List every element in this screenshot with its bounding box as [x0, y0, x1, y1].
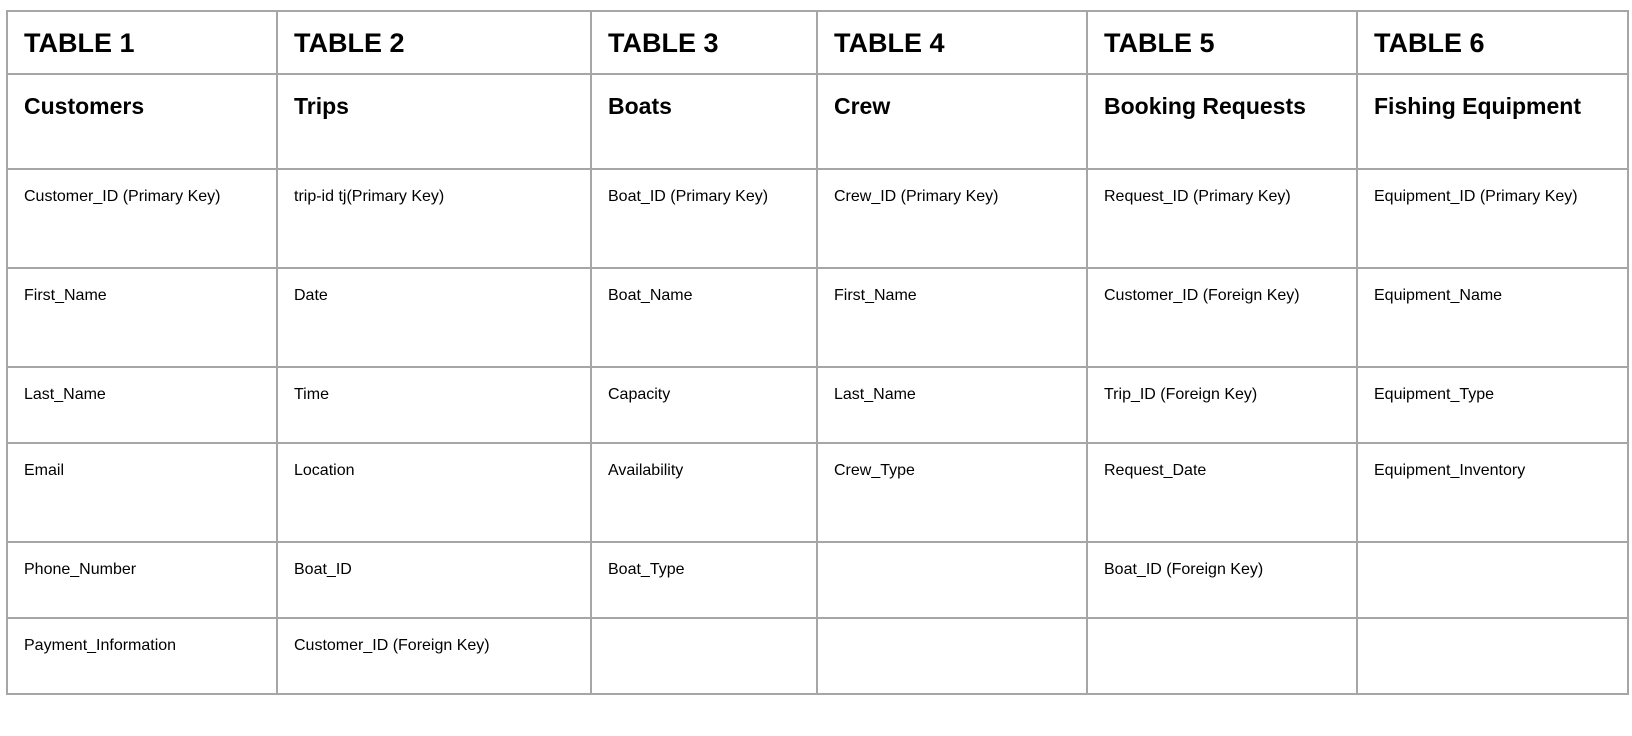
field-cell: Email: [7, 443, 277, 542]
field-cell: Location: [277, 443, 591, 542]
field-cell: [1357, 618, 1628, 694]
field-row: [7, 268, 1628, 367]
field-cell: Request_ID (Primary Key): [1087, 169, 1357, 268]
table-name-cell: Boats: [591, 74, 817, 169]
field-cell: First_Name: [7, 268, 277, 367]
field-cell: Capacity: [591, 367, 817, 443]
table-name-row: [7, 74, 1628, 169]
field-cell: Request_Date: [1087, 443, 1357, 542]
field-cell: Last_Name: [7, 367, 277, 443]
field-cell: Customer_ID (Foreign Key): [1087, 268, 1357, 367]
field-cell: Availability: [591, 443, 817, 542]
table-name-cell: Booking Requests: [1087, 74, 1357, 169]
field-cell: Trip_ID (Foreign Key): [1087, 367, 1357, 443]
field-cell: Equipment_Name: [1357, 268, 1628, 367]
field-cell: trip-id tj(Primary Key): [277, 169, 591, 268]
field-row: [7, 367, 1628, 443]
table-number-cell: TABLE 5: [1087, 11, 1357, 74]
field-cell: [817, 542, 1087, 618]
field-cell: Phone_Number: [7, 542, 277, 618]
field-row: [7, 443, 1628, 542]
field-cell: Customer_ID (Primary Key): [7, 169, 277, 268]
field-cell: Crew_Type: [817, 443, 1087, 542]
field-row: [7, 542, 1628, 618]
schema-table: [6, 10, 1629, 695]
field-cell: Time: [277, 367, 591, 443]
field-cell: First_Name: [817, 268, 1087, 367]
field-cell: [817, 618, 1087, 694]
field-cell: Equipment_Inventory: [1357, 443, 1628, 542]
field-row: [7, 169, 1628, 268]
field-cell: Equipment_Type: [1357, 367, 1628, 443]
field-cell: Equipment_ID (Primary Key): [1357, 169, 1628, 268]
field-cell: Boat_Name: [591, 268, 817, 367]
table-number-cell: TABLE 3: [591, 11, 817, 74]
table-number-cell: TABLE 6: [1357, 11, 1628, 74]
field-cell: Boat_Type: [591, 542, 817, 618]
table-name-cell: Customers: [7, 74, 277, 169]
field-cell: Customer_ID (Foreign Key): [277, 618, 591, 694]
table-number-row: [7, 11, 1628, 74]
table-number-cell: TABLE 1: [7, 11, 277, 74]
field-cell: Boat_ID (Foreign Key): [1087, 542, 1357, 618]
field-cell: Payment_Information: [7, 618, 277, 694]
table-name-cell: Crew: [817, 74, 1087, 169]
field-cell: [1357, 542, 1628, 618]
field-cell: [591, 618, 817, 694]
field-row: [7, 618, 1628, 694]
table-number-cell: TABLE 4: [817, 11, 1087, 74]
field-cell: Date: [277, 268, 591, 367]
field-cell: Last_Name: [817, 367, 1087, 443]
table-number-cell: TABLE 2: [277, 11, 591, 74]
field-cell: [1087, 618, 1357, 694]
field-cell: Crew_ID (Primary Key): [817, 169, 1087, 268]
table-name-cell: Fishing Equipment: [1357, 74, 1628, 169]
table-name-cell: Trips: [277, 74, 591, 169]
field-cell: Boat_ID: [277, 542, 591, 618]
field-cell: Boat_ID (Primary Key): [591, 169, 817, 268]
